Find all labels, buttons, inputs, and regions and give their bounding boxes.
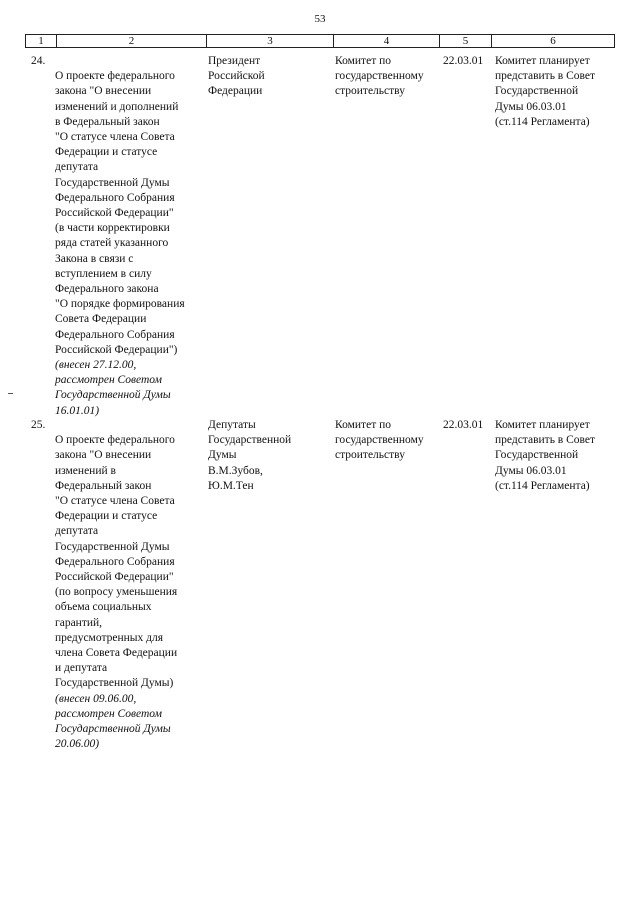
header-col-1: 1	[38, 35, 44, 47]
header-col-5: 5	[439, 35, 491, 47]
bill-title: О проекте федерального закона "О внесении изменений в Федеральный закон "О статусе члена Совета Федерации и статусе депутата Государственной Думы Федерального Собрания Российской Федерации" (по вопросу уменьшения объема социальных гарантий, предусмотренных для члена Совета Федерации и депутата Государственной Думы)	[55, 434, 178, 690]
row-number: 25.	[31, 419, 46, 431]
header-col-4: 4	[333, 35, 439, 47]
margin-mark	[8, 393, 13, 394]
bill-status: (внесен 27.12.00, рассмотрен Советом Государственной Думы 16.01.01)	[55, 359, 171, 417]
bill-author: Депутаты Государственной Думы В.М.Зубов, Ю.М.Тен	[208, 419, 292, 492]
bill-status: (внесен 09.06.00, рассмотрен Советом Государственной Думы 20.06.00)	[55, 692, 171, 751]
header-col-2: 2	[56, 35, 206, 47]
header-col-3: 3	[206, 35, 333, 47]
header-col-6: 6	[491, 35, 614, 47]
page-number: 53	[314, 13, 326, 25]
committee-note: Комитет планирует представить в Совет Государственной Думы 06.03.01 (ст.114 Регламента)	[495, 419, 596, 492]
bill-description	[55, 54, 205, 434]
bill-description	[55, 418, 205, 768]
committee-note: Комитет планирует представить в Совет Государственной Думы 06.03.01 (ст.114 Регламента)	[495, 55, 596, 128]
bill-title: О проекте федерального закона "О внесении изменений и дополнений в Федеральный закон "О статусе члена Совета Федерации и статусе депутата Государственной Думы Федерального Собрания Российской Федерации" (в части корректировки ряда статей указанного Закона в связи с вступлением в силу Федерального закона "О порядке формирования Совета Федерации Федерального Собрания Российской Федерации")	[55, 70, 185, 356]
responsible-committee: Комитет по государственному строительству	[335, 55, 424, 98]
review-date: 22.03.01	[443, 55, 484, 67]
review-date: 22.03.01	[443, 419, 484, 431]
row-number: 24.	[31, 55, 46, 67]
responsible-committee: Комитет по государственному строительству	[335, 419, 424, 462]
bill-author: Президент Российской Федерации	[208, 55, 265, 98]
table-header-row	[25, 34, 615, 48]
